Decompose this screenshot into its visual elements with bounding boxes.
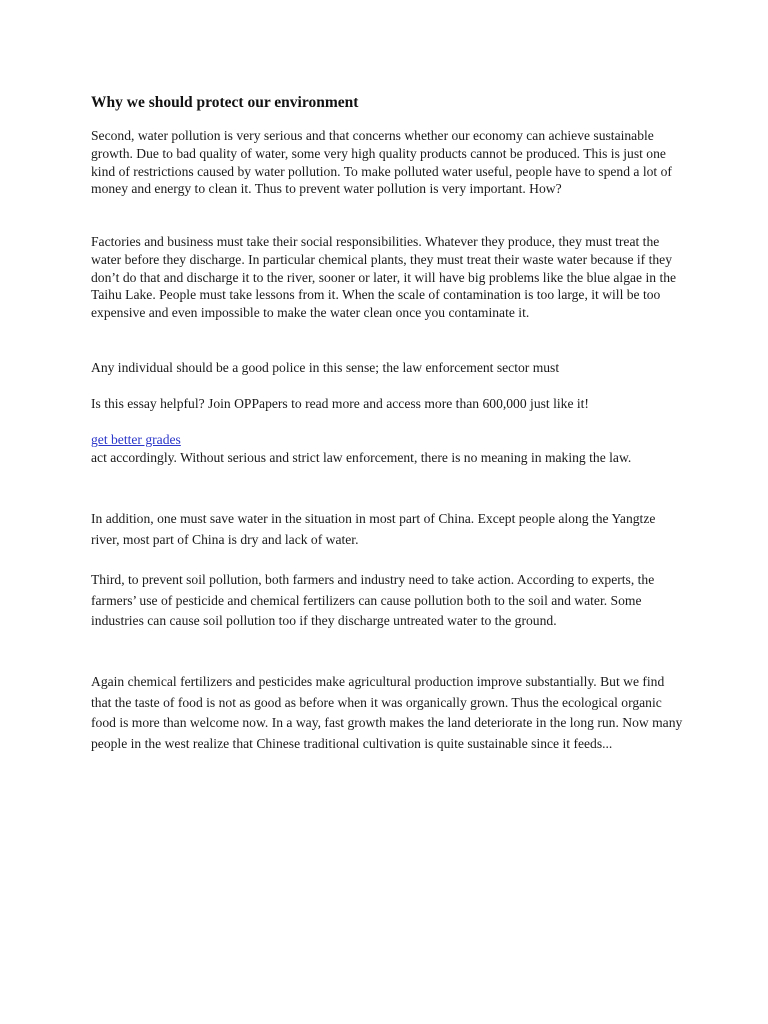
paragraph-individual: Any individual should be a good police in this sense; the law enforcement sector must [91,360,560,375]
paragraph-save-water: In addition, one must save water in the situation in most part of China. Except people along the Yangtze river, most part of China is dry and lack of water. [91,511,656,547]
paragraph-essay-promo: Is this essay helpful? Join OPPapers to read more and access more than 600,000 just like it! [91,396,589,411]
paragraph-factories: Factories and business must take their social responsibilities. Whatever they produce, they must treat the water before they discharge. In particular chemical plants, they must treat their waste water because if they don’t do that and discharge it to the river, sooner or later, it will have big problems like the blue algae in the Taihu Lake. People must take lessons from it. When the scale of contamination is too large, it will be too expensive and even impossible to make the water clean once you contaminate it. [91,234,677,321]
paragraph-water-pollution: Second, water pollution is very serious and that concerns whether our economy can achieve sustainable growth. Due to bad quality of water, some very high quality products cannot be produced. This is just one kind of restrictions caused by water pollution. To make polluted water useful, people have to spend a lot of money and energy to clean it. Thus to prevent water pollution is very important. How? [91,128,672,197]
paragraph-law-enforcement: act accordingly. Without serious and strict law enforcement, there is no meaning in making the law. [91,450,632,465]
page-title: Why we should protect our environment [91,94,359,111]
get-better-grades-link[interactable]: get better grades [91,432,181,447]
paragraph-soil-pollution: Third, to prevent soil pollution, both farmers and industry need to take action. According to experts, the farmers’ use of pesticide and chemical fertilizers can cause pollution both to the soil and water. Some industries can cause soil pollution too if they discharge untreated water to the ground. [91,572,655,629]
paragraph-fertilizers: Again chemical fertilizers and pesticides make agricultural production improve substantially. But we find that the taste of food is not as good as before when it was organically grown. Thus the ecological organic food is more than welcome now. In a way, fast growth makes the land deteriorate in the long run. Now many people in the west realize that Chinese traditional cultivation is quite sustainable since it feeds... [91,674,683,751]
